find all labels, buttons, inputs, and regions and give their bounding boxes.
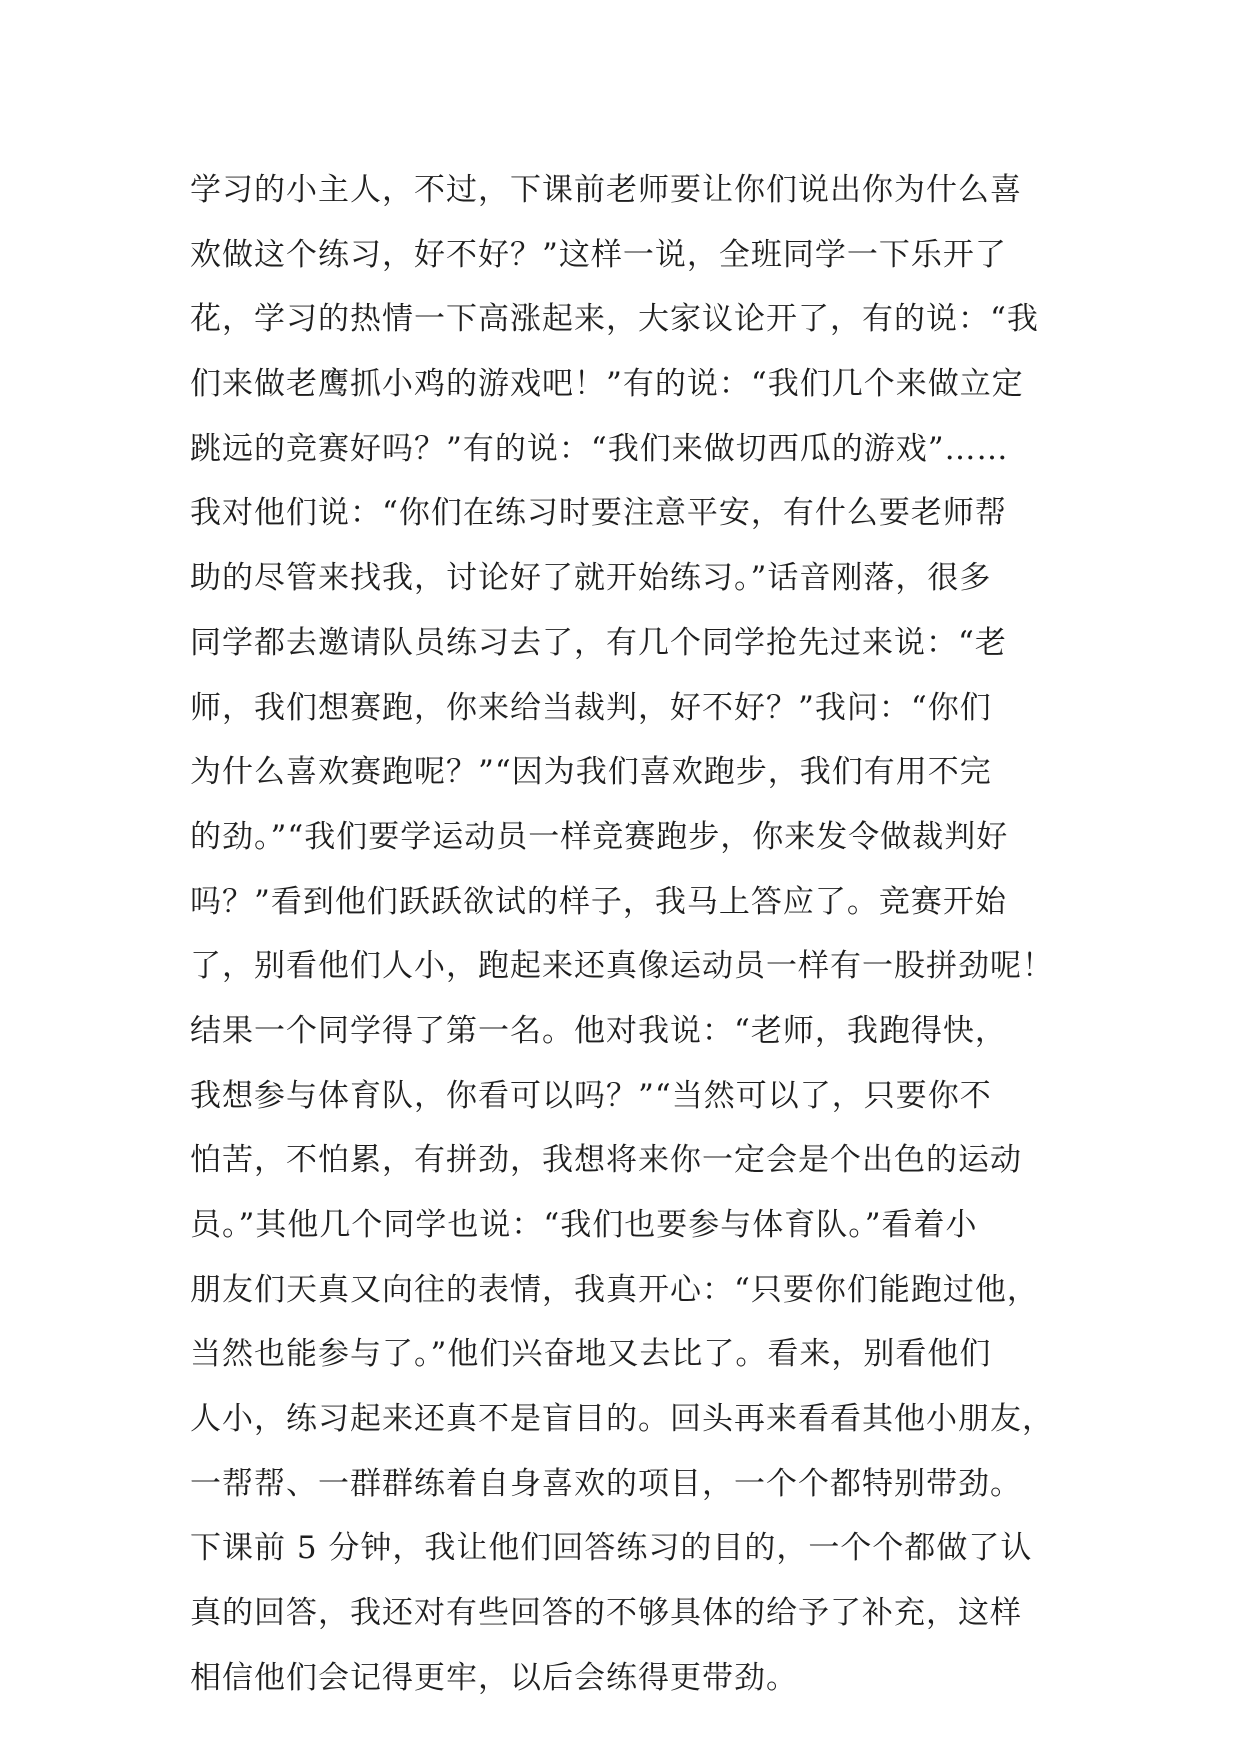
text-line-17: 员。”其他几个同学也说：“我们也要参与体育队。”看着小 <box>190 1207 978 1243</box>
text-line-6: 我对他们说：“你们在练习时要注意平安，有什么要老师帮 <box>190 495 1007 532</box>
text-line-12: 吗？”看到他们跃跃欲试的样子，我马上答应了。竞赛开始 <box>190 883 1007 920</box>
text-line-24: 相信他们会记得更牢，以后会练得更带劲。 <box>190 1659 798 1696</box>
body-text <box>190 158 1070 1711</box>
text-line-21: 一帮帮、一群群练着自身喜欢的项目，一个个都特别带劲。 <box>190 1465 1022 1502</box>
text-line-3: 花，学习的热情一下高涨起来，大家议论开了，有的说：“我 <box>190 301 1039 338</box>
text-line-2: 欢做这个练习，好不好？”这样一说，全班同学一下乐开了 <box>190 236 1007 273</box>
text-line-19: 当然也能参与了。”他们兴奋地又去比了。看来，别看他们 <box>190 1336 992 1373</box>
text-line-7: 助的尽管来找我，讨论好了就开始练习。”话音刚落，很多 <box>190 560 992 597</box>
text-line-1: 学习的小主人，不过，下课前老师要让你们说出你为什么喜 <box>190 172 1022 208</box>
text-line-23: 真的回答，我还对有些回答的不够具体的给予了补充，这样 <box>190 1595 1022 1632</box>
text-line-18: 朋友们天真又向往的表情，我真开心：“只要你们能跑过他， <box>190 1271 1039 1308</box>
text-line-14: 结果一个同学得了第一名。他对我说：“老师，我跑得快， <box>190 1012 1007 1049</box>
text-line-16: 怕苦，不怕累，有拼劲，我想将来你一定会是个出色的运动 <box>190 1142 1022 1179</box>
text-line-11: 的劲。”“我们要学运动员一样竞赛跑步，你来发令做裁判好 <box>190 818 1009 855</box>
text-line-4: 们来做老鹰抓小鸡的游戏吧！”有的说：“我们几个来做立定 <box>190 366 1024 403</box>
text-line-8: 同学都去邀请队员练习去了，有几个同学抢先过来说：“老 <box>190 624 1007 661</box>
text-line-13: 了，别看他们人小，跑起来还真像运动员一样有一股拼劲呢！ <box>190 948 1054 985</box>
text-line-5: 跳远的竞赛好吗？”有的说：“我们来做切西瓜的游戏”…… <box>190 430 1009 467</box>
text-line-20: 人小，练习起来还真不是盲目的。回头再来看看其他小朋友， <box>190 1401 1054 1438</box>
text-line-9: 师，我们想赛跑，你来给当裁判，好不好？”我问：“你们 <box>190 689 992 726</box>
text-line-22: 下课前 5 分钟，我让他们回答练习的目的，一个个都做了认 <box>190 1530 1033 1567</box>
text-line-10: 为什么喜欢赛跑呢？”“因为我们喜欢跑步，我们有用不完 <box>190 754 992 791</box>
text-line-15: 我想参与体育队，你看可以吗？”“当然可以了，只要你不 <box>190 1077 992 1114</box>
